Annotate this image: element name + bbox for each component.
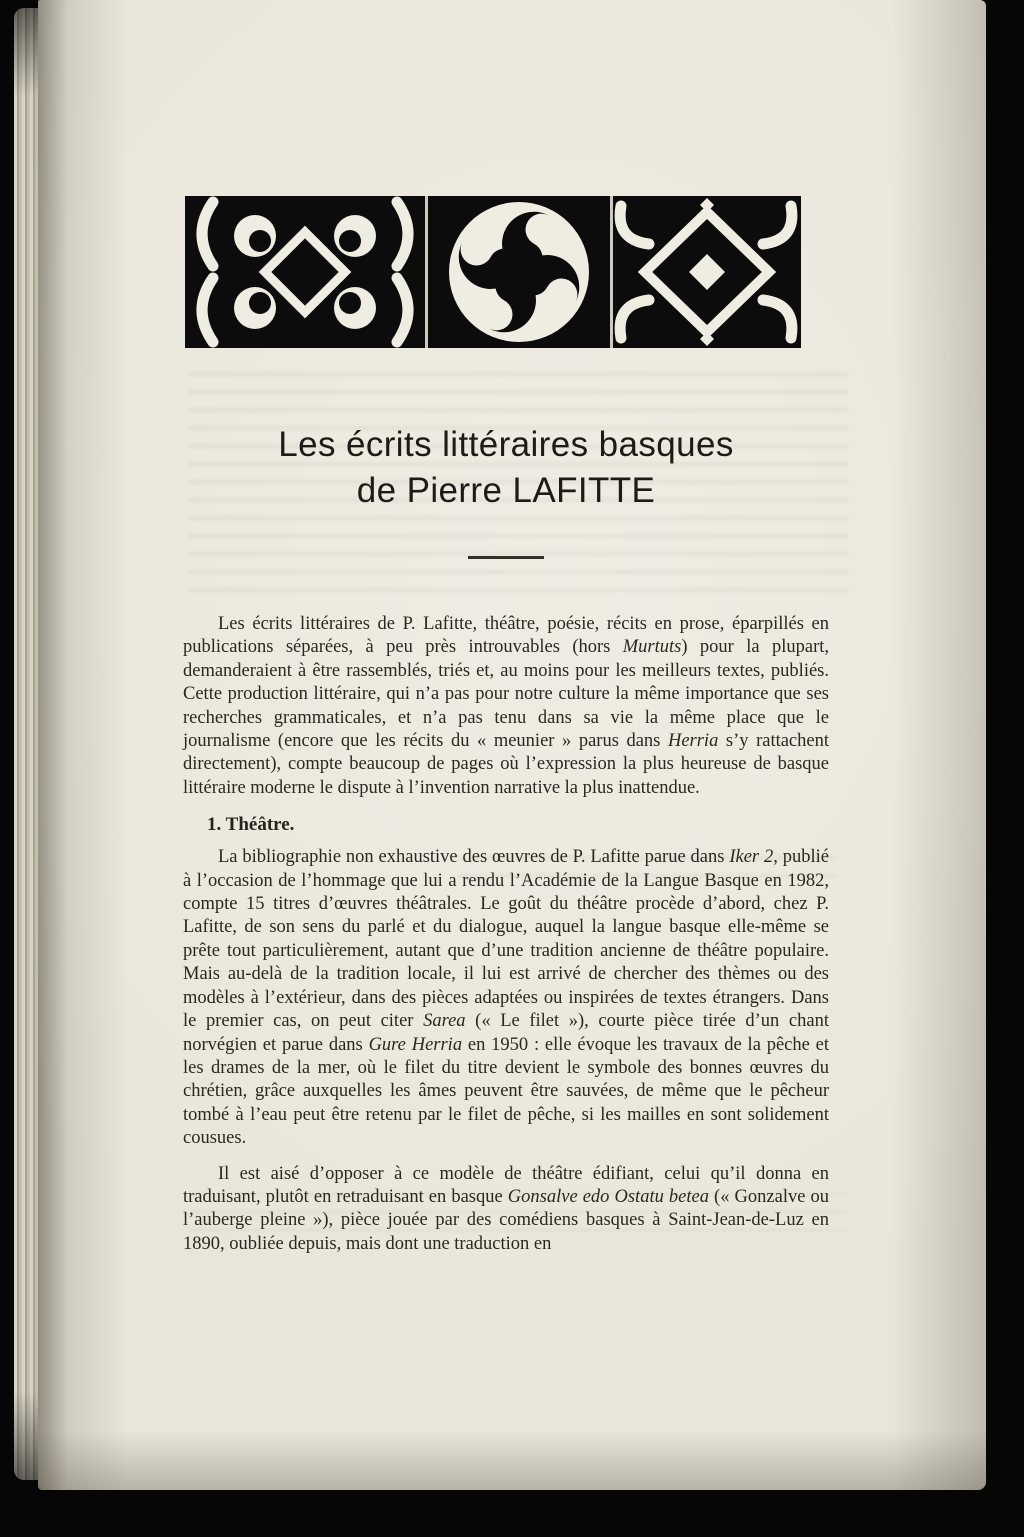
section-heading-theatre: 1. Théâtre. (207, 814, 295, 836)
article-body (183, 613, 829, 1256)
paragraph-1: Les écrits littéraires de P. Lafitte, théâtre, poésie, récits en prose, éparpillés en publications séparées, à peu près introuvables (hors Murtuts) pour la plupart, demanderaient à être rassemblés, triés et, au moins pour les meilleurs textes, publiés. Cette production littéraire, qui n’a pas pour notre culture la même importance que ses recherches grammaticales, et n’a pas tenu dans sa vie la même place que le journalisme (encore que les récits du « meunier » parus dans Herria s’y rattachent directement), compte beaucoup de pages où l’expression la plus heureuse de basque littéraire moderne le dispute à l’invention narrative la plus inattendue. (183, 614, 829, 798)
title-rule (468, 556, 544, 559)
article-title (183, 422, 829, 514)
page-content (183, 0, 829, 1268)
article-title-line1: Les écrits littéraires basques (278, 425, 734, 464)
paragraph-3: Il est aisé d’opposer à ce modèle de théâtre édifiant, celui qu’il donna en traduisant, plutôt en retraduisant en basque Gonsalve edo Ostatu betea (« Gonzalve ou l’auberge pleine »), pièce jouée par des comédiens basques à Saint-Jean-de-Luz en 1890, oubliée depuis, mais dont une traduction en (183, 1163, 829, 1254)
article-title-line2: de Pierre LAFITTE (356, 471, 656, 510)
book-page-stack-edge (14, 8, 40, 1480)
page (38, 0, 986, 1490)
paragraph-2: La bibliographie non exhaustive des œuvres de P. Lafitte parue dans Iker 2, publié à l’occasion de l’hommage que lui a rendu l’Académie de la Langue Basque en 1982, compte 15 titres d’œuvres théâtrales. Le goût du théâtre procède d’abord, chez P. Lafitte, de son sens du parlé et du dialogue, auquel la langue basque elle-même se prête tout particulièrement, autant que d’une tradition ancienne de théâtre populaire. Mais au-delà de la tradition locale, il lui est arrivé de chercher des thèmes ou des modèles à l’extérieur, dans des pièces adaptées ou inspirées de textes étrangers. Dans le premier cas, on peut citer Sarea (« Le filet »), courte pièce tirée d’un chant norvégien et parue dans Gure Herria en 1950 : elle évoque les travaux de la pêche et les drames de la mer, où le filet du titre devient le symbole des bonnes œuvres du chrétien, grâce auxquelles les âmes peuvent être sauvées, de même que le pêcheur tombé à l’eau peut être retenu par le filet de pêche, si les mailles en sont solidement cousues. (183, 847, 830, 1149)
basque-ornament-band (185, 196, 801, 348)
